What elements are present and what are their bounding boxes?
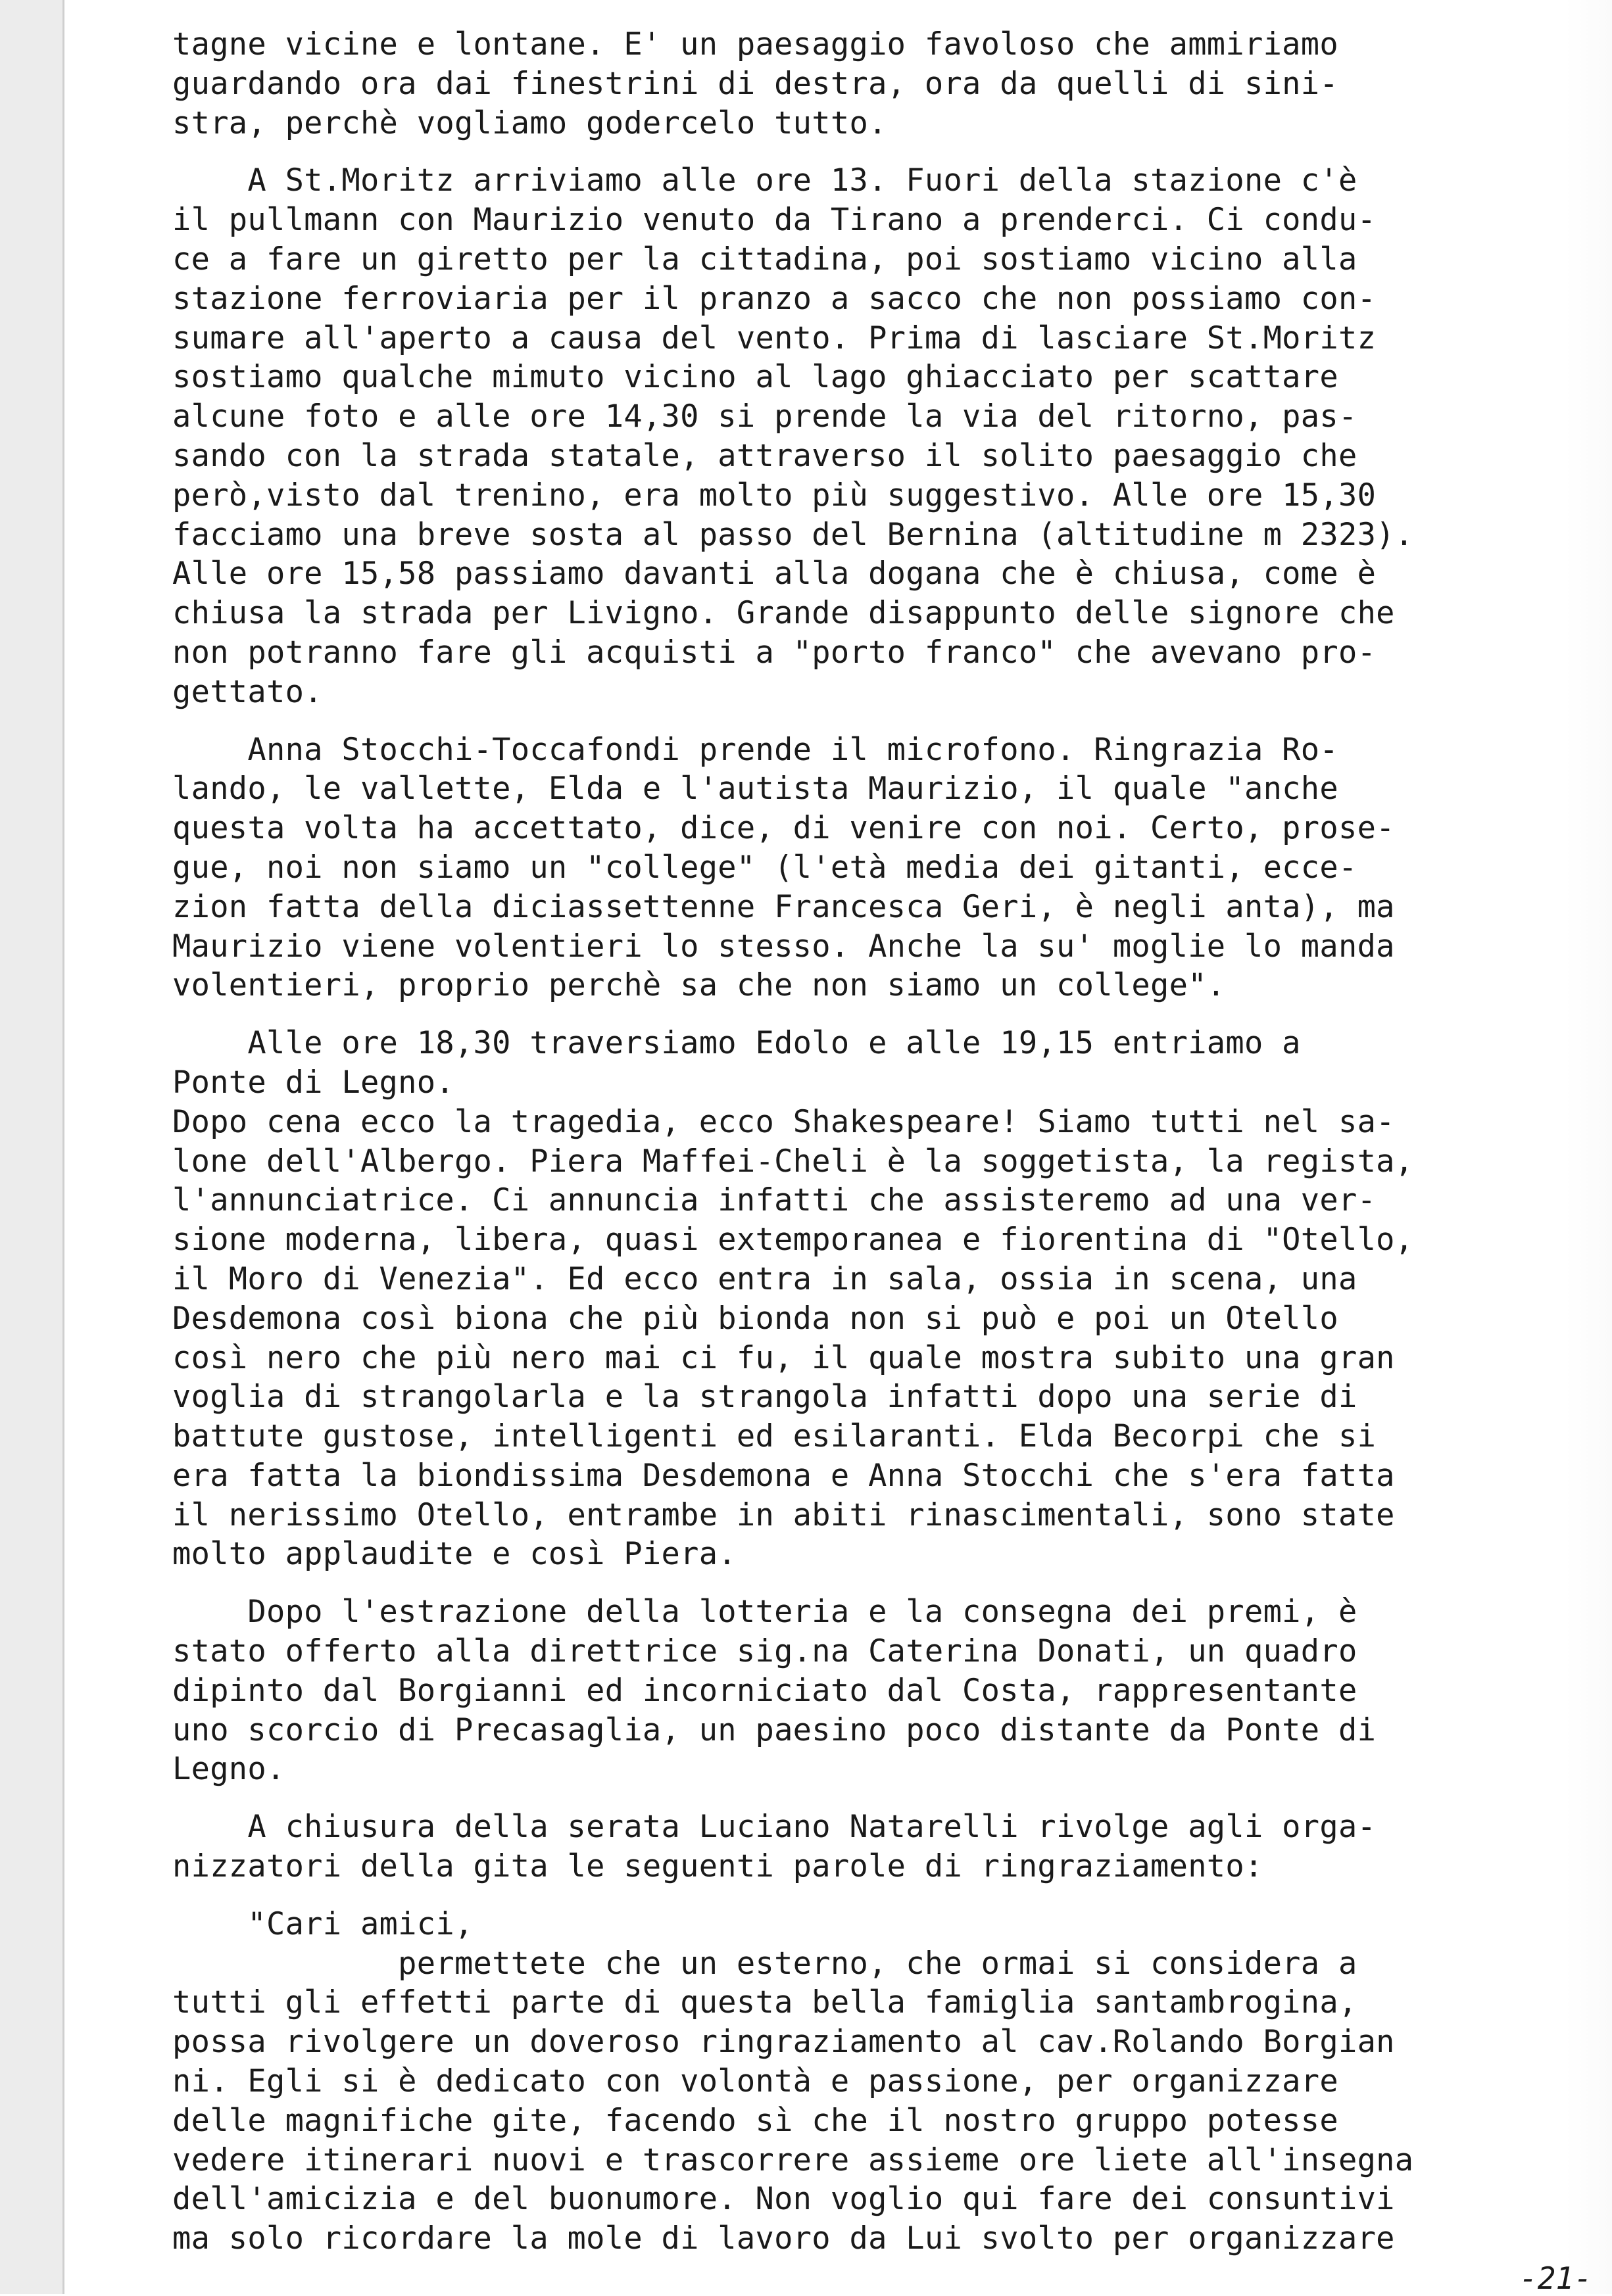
- text-line: nizzatori della gita le seguenti parole di ringraziamento:: [172, 1848, 1263, 1885]
- text-line: tagne vicine e lontane. E' un paesaggio favoloso che ammiriamo: [172, 26, 1338, 62]
- text-line: l'annunciatrice. Ci annuncia infatti che assisteremo ad una ver-: [172, 1182, 1377, 1219]
- paragraph-4: [172, 1024, 1507, 1103]
- text-line: possa rivolgere un doveroso ringraziamento al cav.Rolando Borgian: [172, 2024, 1395, 2061]
- paragraph-5: [172, 1103, 1507, 1575]
- text-line: tutti gli effetti parte di questa bella famiglia santambrogina,: [172, 1984, 1357, 2021]
- text-line: sando con la strada statale, attraverso il solito paesaggio che: [172, 437, 1357, 474]
- text-line: voglia di strangolarla e la strangola infatti dopo una serie di: [172, 1379, 1357, 1416]
- document-body: [172, 25, 1507, 2259]
- text-line: sione moderna, libera, quasi extemporanea e fiorentina di "Otello,: [172, 1222, 1414, 1258]
- text-line: così nero che più nero mai ci fu, il quale mostra subito una gran: [172, 1339, 1395, 1376]
- text-line: lando, le vallette, Elda e l'autista Maurizio, il quale "anche: [172, 771, 1338, 807]
- paragraph-8: [172, 1905, 1507, 2259]
- text-line: A chiusura della serata Luciano Natarelli rivolge agli orga-: [172, 1809, 1377, 1846]
- text-line: volentieri, proprio perchè sa che non siamo un college".: [172, 967, 1226, 1004]
- text-line: gettato.: [172, 673, 323, 710]
- text-line: "Cari amici,: [172, 1905, 474, 1942]
- text-line: il Moro di Venezia". Ed ecco entra in sala, ossia in scena, una: [172, 1260, 1357, 1297]
- text-line: Desdemona così biona che più bionda non si può e poi un Otello: [172, 1300, 1338, 1337]
- paragraph-7: [172, 1807, 1507, 1886]
- text-line: stato offerto alla direttrice sig.na Caterina Donati, un quadro: [172, 1633, 1357, 1670]
- adjacent-page-edge: [0, 0, 64, 2294]
- text-line: Ponte di Legno.: [172, 1064, 454, 1101]
- text-line: vedere itinerari nuovi e trascorrere assieme ore liete all'insegna: [172, 2141, 1414, 2178]
- text-line: delle magnifiche gite, facendo sì che il nostro gruppo potesse: [172, 2102, 1338, 2139]
- text-line: era fatta la biondissima Desdemona e Anna Stocchi che s'era fatta: [172, 1457, 1395, 1494]
- text-line: facciamo una breve sosta al passo del Bernina (altitudine m 2323).: [172, 516, 1414, 553]
- text-line: ma solo ricordare la mole di lavoro da Lui svolto per organizzare: [172, 2220, 1395, 2257]
- text-line: questa volta ha accettato, dice, di venire con noi. Certo, prose-: [172, 810, 1395, 847]
- text-line: non potranno fare gli acquisti a "porto franco" che avevano pro-: [172, 634, 1377, 671]
- text-line: uno scorcio di Precasaglia, un paesino poco distante da Ponte di: [172, 1711, 1377, 1748]
- text-line: chiusa la strada per Livigno. Grande disappunto delle signore che: [172, 595, 1395, 632]
- text-line: il nerissimo Otello, entrambe in abiti rinascimentali, sono state: [172, 1496, 1395, 1533]
- paragraph-1: [172, 25, 1507, 143]
- text-line: zion fatta della diciassettenne Francesca Geri, è negli anta), ma: [172, 888, 1395, 925]
- text-line: lone dell'Albergo. Piera Maffei-Cheli è la soggetista, la regista,: [172, 1143, 1414, 1180]
- text-line: Anna Stocchi-Toccafondi prende il microfono. Ringrazia Ro-: [172, 731, 1338, 768]
- paragraph-2: [172, 161, 1507, 711]
- text-line: però,visto dal trenino, era molto più suggestivo. Alle ore 15,30: [172, 477, 1377, 514]
- text-line: ce a fare un giretto per la cittadina, poi sostiamo vicino alla: [172, 241, 1357, 277]
- page-number: -21-: [1519, 2260, 1592, 2296]
- text-line: battute gustose, intelligenti ed esilaranti. Elda Becorpi che si: [172, 1418, 1377, 1455]
- text-line: sumare all'aperto a causa del vento. Prima di lasciare St.Moritz: [172, 320, 1377, 356]
- text-line: Maurizio viene volentieri lo stesso. Anche la su' moglie lo manda: [172, 928, 1395, 965]
- text-line: A St.Moritz arriviamo alle ore 13. Fuori della stazione c'è: [172, 162, 1357, 199]
- text-line: guardando ora dai finestrini di destra, ora da quelli di sini-: [172, 65, 1338, 102]
- text-line: molto applaudite e così Piera.: [172, 1536, 737, 1573]
- text-line: Alle ore 18,30 traversiamo Edolo e alle 19,15 entriamo a: [172, 1025, 1301, 1062]
- text-line: sostiamo qualche mimuto vicino al lago ghiacciato per scattare: [172, 359, 1338, 396]
- paragraph-6: [172, 1592, 1507, 1789]
- text-line: alcune foto e alle ore 14,30 si prende la via del ritorno, pas-: [172, 398, 1357, 435]
- text-line: dipinto dal Borgianni ed incorniciato dal Costa, rappresentante: [172, 1672, 1357, 1709]
- text-line: stra, perchè vogliamo godercelo tutto.: [172, 105, 887, 141]
- text-line: stazione ferroviaria per il pranzo a sacco che non possiamo con-: [172, 280, 1377, 317]
- text-line: Alle ore 15,58 passiamo davanti alla dogana che è chiusa, come è: [172, 556, 1377, 592]
- text-line: permettete che un esterno, che ormai si considera a: [172, 1945, 1357, 1982]
- text-line: Dopo cena ecco la tragedia, ecco Shakespeare! Siamo tutti nel sa-: [172, 1103, 1395, 1140]
- text-line: Dopo l'estrazione della lotteria e la consegna dei premi, è: [172, 1594, 1357, 1631]
- text-line: Legno.: [172, 1751, 285, 1788]
- text-line: ni. Egli si è dedicato con volontà e passione, per organizzare: [172, 2063, 1338, 2100]
- text-line: gue, noi non siamo un "college" (l'età media dei gitanti, ecce-: [172, 849, 1357, 886]
- text-line: dell'amicizia e del buonumore. Non voglio qui fare dei consuntivi: [172, 2181, 1395, 2218]
- paragraph-3: [172, 730, 1507, 1006]
- text-line: il pullmann con Maurizio venuto da Tirano a prenderci. Ci condu-: [172, 202, 1377, 239]
